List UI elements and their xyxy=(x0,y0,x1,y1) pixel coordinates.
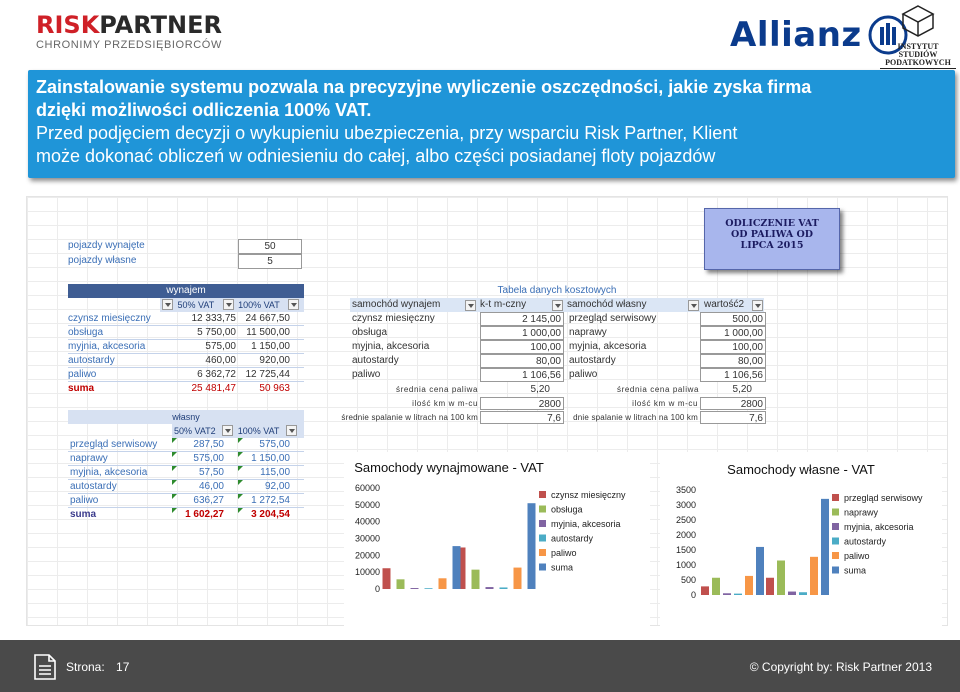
bar-0-0 xyxy=(383,568,391,589)
fuel-price-label-own: średnia cena paliwa xyxy=(617,385,700,394)
rent-table-title: wynajem xyxy=(68,284,304,298)
own-row-100vat: 1 272,54 xyxy=(251,495,290,506)
cost-row-rent-label: czynsz miesięczny xyxy=(352,313,435,324)
cost-col2-header: k-t m-czny xyxy=(480,299,527,310)
own-vehicles-label: pojazdy własne xyxy=(68,255,137,266)
document-icon xyxy=(34,654,56,680)
bar-1-0 xyxy=(766,578,774,595)
cost-col1-dropdown-icon[interactable] xyxy=(465,300,476,311)
rent-table-header xyxy=(160,298,304,312)
logo-risk-text: RISK xyxy=(36,11,100,39)
bar-0-5 xyxy=(756,547,764,595)
cell-note-marker xyxy=(172,480,177,485)
rented-vehicles-label: pojazdy wynajęte xyxy=(68,240,145,251)
chart-own xyxy=(660,452,942,630)
vat-deduction-callout xyxy=(704,208,840,270)
consumption-label-own: dnie spalanie w litrach na 100 km xyxy=(573,413,698,422)
legend-swatch xyxy=(832,567,839,574)
rent-col1-header: 50% VAT xyxy=(177,300,215,310)
y-tick-label: 30000 xyxy=(354,533,380,544)
own-row-label: przegląd serwisowy xyxy=(70,439,158,450)
rent-row-100vat: 50 963 xyxy=(259,383,290,394)
rent-row-label: myjnia, akcesoria xyxy=(68,341,146,352)
legend-swatch xyxy=(539,564,546,571)
y-tick-label: 1500 xyxy=(675,545,696,555)
legend-swatch xyxy=(832,509,839,516)
own-row-100vat: 1 150,00 xyxy=(251,453,290,464)
legend-label: paliwo xyxy=(844,551,870,561)
y-tick-label: 2000 xyxy=(675,530,696,540)
own-col1-header: 50% VAT2 xyxy=(174,426,216,436)
rent-row-50vat: 25 481,47 xyxy=(191,383,236,394)
own-row-100vat: 575,00 xyxy=(259,439,290,450)
bar-1-4 xyxy=(514,568,522,589)
bar-0-4 xyxy=(745,576,753,595)
km-label-rent: ilość km w m-cu xyxy=(412,399,478,408)
rented-vehicles-input[interactable]: 50 xyxy=(238,239,302,254)
bar-0-1 xyxy=(397,579,405,589)
cell-note-marker xyxy=(238,452,243,457)
cost-row-own-value[interactable]: 1 000,00 xyxy=(700,326,766,340)
own-row-50vat: 287,50 xyxy=(193,439,224,450)
legend-label: suma xyxy=(844,565,867,576)
own-table-header xyxy=(172,424,304,438)
own-col2-dropdown-icon[interactable] xyxy=(286,425,297,436)
km-label-own: ilość km w m-cu xyxy=(632,399,698,408)
cost-col3-header: samochód własny xyxy=(567,299,647,310)
copyright-text: © Copyright by: Risk Partner 2013 xyxy=(749,660,932,674)
own-row-label: paliwo xyxy=(70,495,99,506)
isp-building-icon xyxy=(901,4,935,38)
legend-swatch xyxy=(832,494,839,501)
rent-row-100vat: 1 150,00 xyxy=(251,341,290,352)
risk-partner-logo xyxy=(36,12,226,54)
legend-label: naprawy xyxy=(844,507,879,518)
chart-rented xyxy=(344,452,650,630)
rent-row-50vat: 460,00 xyxy=(205,355,236,366)
rent-row-label: autostardy xyxy=(68,355,115,366)
own-row-100vat: 3 204,54 xyxy=(251,509,290,520)
legend-label: autostardy xyxy=(551,533,594,544)
own-row-100vat: 115,00 xyxy=(260,467,290,478)
chart-own-plot xyxy=(660,452,942,630)
bar-0-5 xyxy=(453,546,461,589)
cost-row-own-label: autostardy xyxy=(569,355,616,366)
cell-note-marker xyxy=(238,508,243,513)
bar-1-3 xyxy=(799,592,807,595)
cell-note-marker xyxy=(172,494,177,499)
consumption-own-input[interactable]: 7,6 xyxy=(700,411,766,424)
page-number: 17 xyxy=(116,660,130,674)
chart-own-title: Samochody własne - VAT xyxy=(727,462,875,477)
y-tick-label: 1000 xyxy=(675,560,696,570)
y-tick-label: 3500 xyxy=(675,485,696,495)
own-row-100vat: 92,00 xyxy=(264,481,290,492)
own-row-label: suma xyxy=(70,509,97,520)
km-own-input[interactable]: 2800 xyxy=(700,397,766,410)
y-tick-label: 2500 xyxy=(675,515,696,525)
y-tick-label: 0 xyxy=(690,590,696,600)
legend-swatch xyxy=(832,523,839,530)
cost-row-rent-label: obsługa xyxy=(352,327,388,338)
bar-1-1 xyxy=(777,561,785,596)
own-row-label: naprawy xyxy=(70,453,108,464)
cell-note-marker xyxy=(238,480,243,485)
isp-line2: STUDIÓW xyxy=(898,50,938,59)
bar-0-4 xyxy=(439,578,447,589)
cost-row-own-value[interactable]: 500,00 xyxy=(700,312,766,326)
rent-row-100vat: 920,00 xyxy=(259,355,290,366)
own-col1-dropdown-icon[interactable] xyxy=(222,425,233,436)
legend-label: czynsz miesięczny xyxy=(551,490,626,500)
rent-row-50vat: 575,00 xyxy=(205,341,236,352)
own-row-label: myjnia, akcesoria xyxy=(70,467,148,478)
cost-col1-header: samochód wynajem xyxy=(352,299,441,310)
callout-line3: LIPCA 2015 xyxy=(740,240,804,251)
own-row-50vat: 1 602,27 xyxy=(185,509,224,520)
y-tick-label: 0 xyxy=(374,584,380,594)
cost-row-rent-value[interactable]: 100,00 xyxy=(480,340,564,354)
cell-note-marker xyxy=(238,494,243,499)
cost-row-rent-label: myjnia, akcesoria xyxy=(352,341,430,352)
cost-row-rent-value[interactable]: 1 000,00 xyxy=(480,326,564,340)
callout-line2: OD PALIWA OD xyxy=(730,229,814,240)
cell-note-marker xyxy=(172,466,177,471)
legend-swatch xyxy=(539,549,546,556)
isp-line3: PODATKOWYCH xyxy=(885,58,951,67)
cell-note-marker xyxy=(172,508,177,513)
info-banner xyxy=(28,70,955,178)
bar-1-2 xyxy=(486,587,494,589)
own-table-title: własny xyxy=(68,410,304,424)
bar-1-5 xyxy=(528,503,536,589)
allianz-logo-text: Allianz xyxy=(730,15,862,55)
legend-label: paliwo xyxy=(551,548,577,558)
bar-1-4 xyxy=(810,557,818,595)
fuel-price-label-rent: średnia cena paliwa xyxy=(396,385,479,394)
logo-partner-text: PARTNER xyxy=(99,11,222,39)
cost-row-own-label: naprawy xyxy=(569,327,607,338)
legend-swatch xyxy=(539,535,546,542)
legend-label: przegląd serwisowy xyxy=(844,493,923,503)
rent-row-label: paliwo xyxy=(68,369,97,380)
cost-col4-dropdown-icon[interactable] xyxy=(752,300,763,311)
cell-note-marker xyxy=(172,452,177,457)
legend-label: obsługa xyxy=(551,504,583,515)
cell-note-marker xyxy=(238,466,243,471)
legend-swatch xyxy=(539,491,546,498)
cost-col2-dropdown-icon[interactable] xyxy=(552,300,563,311)
y-tick-label: 3000 xyxy=(675,500,696,510)
fuel-price-own-value[interactable]: 5,20 xyxy=(732,384,752,395)
rent-row-50vat: 12 333,75 xyxy=(191,313,236,324)
legend-label: autostardy xyxy=(844,536,887,547)
own-row-50vat: 57,50 xyxy=(198,467,224,478)
cost-row-own-value[interactable]: 100,00 xyxy=(700,340,766,354)
rent-col2-header: 100% VAT xyxy=(238,300,280,310)
isp-logo xyxy=(880,4,956,74)
banner-line3: Przed podjęciem decyzji o wykupieniu ubezpieczenia, przy wsparciu Risk Partner, Klient xyxy=(36,123,738,143)
chart-rented-title: Samochody wynajmowane - VAT xyxy=(354,460,544,475)
fuel-price-rent-value[interactable]: 5,20 xyxy=(530,384,550,395)
cost-row-rent-label: autostardy xyxy=(352,355,399,366)
cost-row-own-value[interactable]: 80,00 xyxy=(700,354,766,368)
cost-row-own-value[interactable]: 1 106,56 xyxy=(700,368,766,382)
rent-row-100vat: 11 500,00 xyxy=(246,327,290,338)
y-tick-label: 50000 xyxy=(354,499,380,510)
bar-0-2 xyxy=(411,588,419,589)
bar-0-0 xyxy=(701,586,709,595)
legend-swatch xyxy=(539,520,546,527)
own-col2-header: 100% VAT xyxy=(237,426,280,436)
cost-row-own-label: myjnia, akcesoria xyxy=(569,341,647,352)
cost-col4-header: wartość2 xyxy=(704,299,745,310)
legend-label: myjnia, akcesoria xyxy=(844,522,914,532)
bar-1-5 xyxy=(821,499,829,595)
bar-1-3 xyxy=(500,587,508,589)
isp-line1: INSTYTUT xyxy=(897,42,939,51)
bar-0-2 xyxy=(723,593,731,595)
cost-row-own-label: przegląd serwisowy xyxy=(569,313,657,324)
y-tick-label: 40000 xyxy=(354,516,380,527)
cost-row-rent-value[interactable]: 1 106,56 xyxy=(480,368,564,382)
bar-0-1 xyxy=(712,578,720,595)
cost-row-own-label: paliwo xyxy=(569,369,598,380)
y-tick-label: 500 xyxy=(680,575,696,585)
cost-row-rent-value[interactable]: 2 145,00 xyxy=(480,312,564,326)
page-indicator xyxy=(66,660,129,674)
own-vehicles-input[interactable]: 5 xyxy=(238,254,302,269)
legend-label: myjnia, akcesoria xyxy=(551,519,621,529)
rent-row-50vat: 6 362,72 xyxy=(197,369,236,380)
bar-1-2 xyxy=(788,592,796,595)
banner-line2: dzięki możliwości odliczenia 100% VAT. xyxy=(36,100,372,120)
rent-row-100vat: 24 667,50 xyxy=(245,313,290,324)
y-tick-label: 10000 xyxy=(354,567,380,578)
bar-0-3 xyxy=(734,594,742,595)
banner-line4: może dokonać obliczeń w odniesieniu do całej, albo części posiadanej floty pojazdów xyxy=(36,146,716,166)
legend-swatch xyxy=(832,552,839,559)
rent-row-50vat: 5 750,00 xyxy=(197,327,236,338)
rent-row-label: obsługa xyxy=(68,327,104,338)
own-row-label: autostardy xyxy=(70,481,117,492)
cost-table-title: Tabela danych kosztowych xyxy=(497,285,617,296)
legend-label: suma xyxy=(551,562,574,573)
rent-col2-dropdown-icon[interactable] xyxy=(288,299,299,310)
chart-rented-plot xyxy=(344,452,650,630)
rent-row-label: czynsz miesięczny xyxy=(68,313,151,324)
own-row-50vat: 46,00 xyxy=(198,481,224,492)
footer xyxy=(0,640,960,692)
cell-note-marker xyxy=(238,438,243,443)
consumption-rent-input[interactable]: 7,6 xyxy=(480,411,564,424)
rent-col1-dropdown-icon[interactable] xyxy=(223,299,234,310)
callout-line1: ODLICZENIE VAT xyxy=(725,218,819,229)
logo-tagline: CHRONIMY PRZEDSIĘBIORCÓW xyxy=(36,39,222,51)
rent-filter-dropdown-icon[interactable] xyxy=(162,299,173,310)
own-row-50vat: 636,27 xyxy=(193,495,224,506)
cost-col3-dropdown-icon[interactable] xyxy=(688,300,699,311)
bar-0-3 xyxy=(425,588,433,589)
own-row-50vat: 575,00 xyxy=(193,453,224,464)
rent-row-100vat: 12 725,44 xyxy=(245,369,290,380)
rent-row-label: suma xyxy=(68,383,95,394)
y-tick-label: 20000 xyxy=(354,550,380,561)
banner-line1: Zainstalowanie systemu pozwala na precyzyjne wyliczenie oszczędności, jakie zyska firma xyxy=(36,77,812,97)
page-label: Strona: xyxy=(66,660,105,674)
bar-1-1 xyxy=(472,570,480,589)
cell-note-marker xyxy=(172,438,177,443)
km-rent-input[interactable]: 2800 xyxy=(480,397,564,410)
y-tick-label: 60000 xyxy=(354,483,380,493)
legend-swatch xyxy=(539,506,546,513)
cost-row-rent-value[interactable]: 80,00 xyxy=(480,354,564,368)
legend-swatch xyxy=(832,538,839,545)
cost-row-rent-label: paliwo xyxy=(352,369,381,380)
consumption-label-rent: średnie spalanie w litrach na 100 km xyxy=(341,413,478,422)
